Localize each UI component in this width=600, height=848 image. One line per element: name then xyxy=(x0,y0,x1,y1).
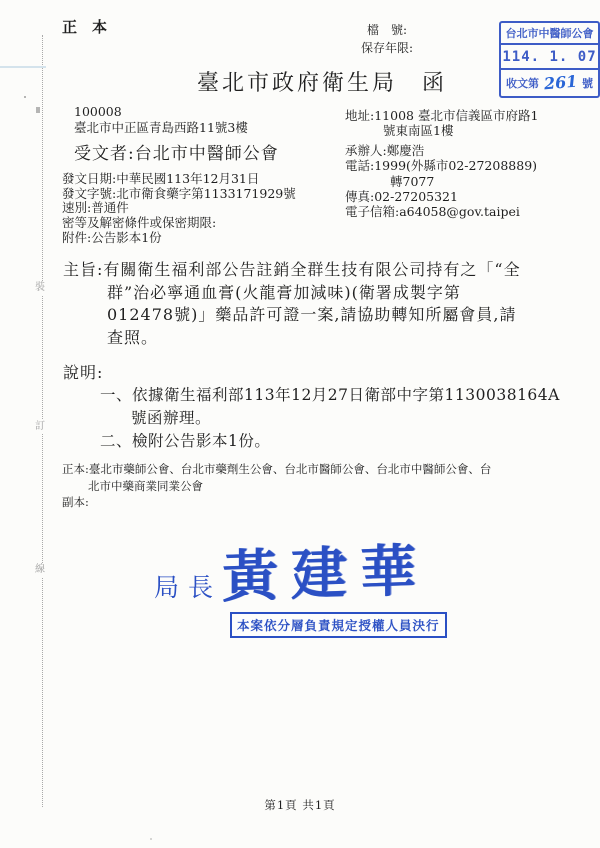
explanation-item-2: 二、檢附公告影本1份。 xyxy=(100,432,271,450)
sender-address-line1: 地址:11008 臺北市信義區市府路1 xyxy=(345,108,539,123)
stamp-receipt-suffix: 號 xyxy=(582,77,593,90)
contact-fax: 傳真:02-27205321 xyxy=(345,189,458,205)
explanation-item-1: 一、依據衛生福利部113年12月27日衛部中字第1130038164A xyxy=(100,386,560,404)
document-title: 臺北市政府衛生局 函 xyxy=(196,71,448,96)
explanation-items xyxy=(63,384,560,453)
subject-block xyxy=(63,259,521,349)
stamp-receipt-prefix: 收文第 xyxy=(506,77,539,90)
dispatch-date: 發文日期:中華民國113年12月31日 xyxy=(62,171,260,186)
scan-speck xyxy=(24,96,26,98)
recipient-name: 受文者:台北市中醫師公會 xyxy=(74,144,279,164)
subject-line: 012478號)」藥品許可證一案,請協助轉知所屬會員,請 xyxy=(107,305,517,324)
retention-period-label: 保存年限: xyxy=(361,41,414,55)
carbon-copy-label: 副本: xyxy=(62,495,89,509)
explanation-label: 說明: xyxy=(63,363,104,382)
attachment-note: 附件:公告影本1份 xyxy=(62,229,162,245)
stamp-organization: 台北市中醫師公會 xyxy=(501,23,598,45)
scan-speck xyxy=(150,838,152,840)
copy-type-label: 正 本 xyxy=(62,18,108,36)
file-number-label: 檔 號: xyxy=(367,23,408,37)
original-recipients-line2: 北市中藥商業同業公會 xyxy=(88,478,203,493)
speed-class: 速別:普通件 xyxy=(62,200,129,216)
subject-line: 群”治必寧通血膏(火龍膏加減味)(衛署成製字第 xyxy=(107,282,461,302)
contact-phone-line2: 轉7077 xyxy=(390,173,435,189)
director-signature-name: 黃建華 xyxy=(222,537,429,611)
stamp-date: 114. 1. 07 xyxy=(501,45,598,70)
subject-line: 主旨:有關衛生福利部公告註銷全群生技有限公司持有之「“全 xyxy=(63,260,521,279)
scan-speck xyxy=(36,107,40,113)
contact-phone-line1: 電話:1999(外縣市02-27208889) xyxy=(345,158,538,174)
sender-address-line2: 號東南區1樓 xyxy=(383,123,454,139)
distribution-block xyxy=(62,461,491,511)
director-title: 局長 xyxy=(154,573,223,602)
explanation-item-1-cont: 號函辦理。 xyxy=(131,409,212,427)
scan-streak xyxy=(0,66,46,68)
contact-email: 電子信箱:a64058@gov.taipei xyxy=(345,204,520,220)
recipient-address: 臺北市中正區青島西路11號3樓 xyxy=(74,120,248,135)
page-number-footer: 第1頁 共1頁 xyxy=(264,798,336,812)
binding-mark-zhuang: 裝 xyxy=(35,282,45,293)
binding-mark-xian: 線 xyxy=(35,564,45,575)
stamp-receipt-row xyxy=(501,70,598,96)
signature-stamp xyxy=(148,538,478,648)
original-recipients-line1: 正本:臺北市藥師公會、台北市藥劑生公會、台北市醫師公會、台北市中醫師公會、台 xyxy=(62,462,492,476)
handwritten-receipt-number: 261 xyxy=(542,71,578,94)
binding-mark-ding: 訂 xyxy=(35,421,45,432)
delegation-note-box: 本案依分層負責規定授權人員決行 xyxy=(230,612,447,638)
received-stamp xyxy=(499,21,600,98)
subject-line: 查照。 xyxy=(107,327,159,347)
dispatch-number: 發文字號:北市衛食藥字第1133171929號 xyxy=(62,185,296,201)
sender-contact-block xyxy=(345,108,595,220)
contact-officer: 承辦人:鄭慶浩 xyxy=(345,142,425,158)
dispatch-meta-block xyxy=(62,172,296,246)
recipient-block xyxy=(74,105,279,164)
recipient-postal-code: 100008 xyxy=(74,104,122,119)
security-class: 密等及解密條件或保密期限: xyxy=(62,215,217,231)
